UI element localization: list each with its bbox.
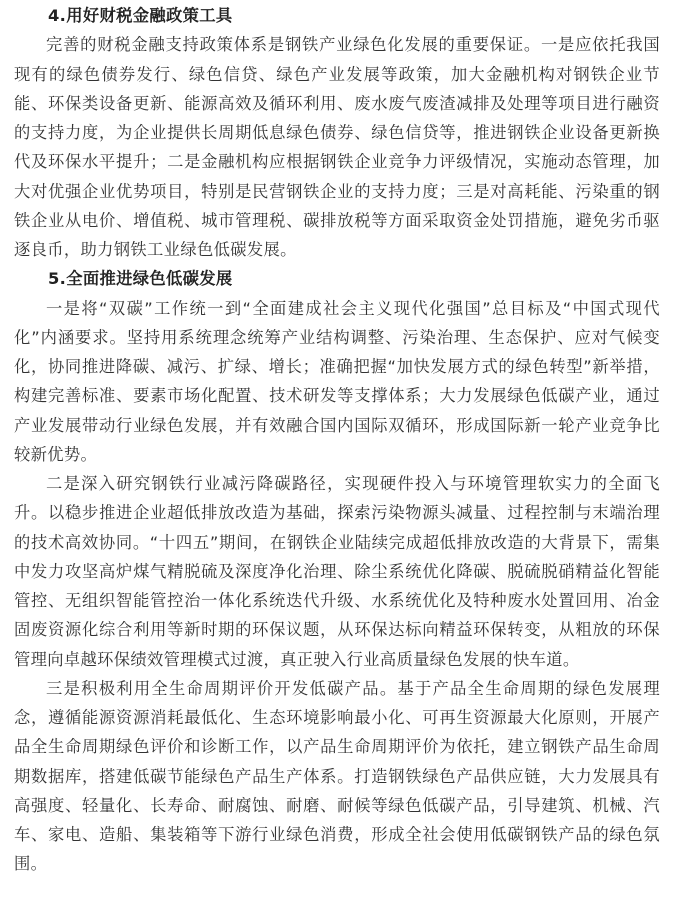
paragraph-pollution-reduction: 二是深入研究钢铁行业减污降碳路径，实现硬件投入与环境管理软实力的全面飞升。以稳步推进企业超低排放改造为基础，探索污染物源头减量、过程控制与末端治理的技术高效协同。“十四五”期间，在钢铁企业陆续完成超低排放改造的大背景下，需集中发力攻坚高炉煤气精脱硫及深度净化治理、除尘系统优化降碳、脱硫脱硝精益化智能管控、无组织智能管控治一体化系统迭代升级、水系统优化及特种废水处置回用、冶金固废资源化综合利用等新时期的环保议题，从环保达标向精益环保转变，从粗放的环保管理向卓越环保绩效管理模式过渡，真正驶入行业高质量绿色发展的快车道。 bbox=[14, 474, 660, 669]
paragraph-lifecycle-products: 三是积极利用全生命周期评价开发低碳产品。基于产品全生命周期的绿色发展理念，遵循能源资源消耗最低化、生态环境影响最小化、可再生资源最大化原则，开展产品全生命周期绿色评价和诊断工作，以产品生命周期评价为依托，建立钢铁产品生命周期数据库，搭建低碳节能绿色产品生产体系。打造钢铁绿色产品供应链，大力发展具有高强度、轻量化、长寿命、耐腐蚀、耐磨、耐候等绿色低碳产品，引导建筑、机械、汽车、家电、造船、集装箱等下游行业绿色消费，形成全社会使用低碳钢铁产品的绿色氛围。 bbox=[14, 678, 660, 874]
section-heading-fiscal-policy: 4.用好财税金融政策工具 bbox=[48, 6, 233, 25]
paragraph-fiscal-policy: 完善的财税金融支持政策体系是钢铁产业绿色化发展的重要保证。一是应依托我国现有的绿色债券发行、绿色信贷、绿色产业发展等政策，加大金融机构对钢铁企业节能、环保类设备更新、能源高效及循环利用、废水废气废渣减排及处理等项目进行融资的支持力度，为企业提供长周期低息绿色债券、绿色信贷等，推进钢铁企业设备更新换代及环保水平提升；二是金融机构应根据钢铁企业竞争力评级情况，实施动态管理，加大对优强企业优势项目，特别是民营钢铁企业的支持力度；三是对高耗能、污染重的钢铁企业从电价、增值税、城市管理税、碳排放税等方面采取资金处罚措施，避免劣币驱逐良币，助力钢铁工业绿色低碳发展。 bbox=[14, 35, 660, 259]
paragraph-dual-carbon: 一是将“双碳”工作统一到“全面建成社会主义现代化强国”总目标及“中国式现代化”内涵要求。坚持用系统理念统筹产业结构调整、污染治理、生态保护、应对气候变化，协同推进降碳、减污、扩绿、增长；准确把握“加快发展方式的绿色转型”新举措，构建完善标准、要素市场化配置、技术研发等支撑体系；大力发展绿色低碳产业，通过产业发展带动行业绿色发展，并有效融合国内国际双循环，形成国际新一轮产业竞争比较新优势。 bbox=[14, 298, 660, 464]
article-body bbox=[0, 1, 674, 923]
section-heading-green-development: 5.全面推进绿色低碳发展 bbox=[48, 269, 233, 289]
